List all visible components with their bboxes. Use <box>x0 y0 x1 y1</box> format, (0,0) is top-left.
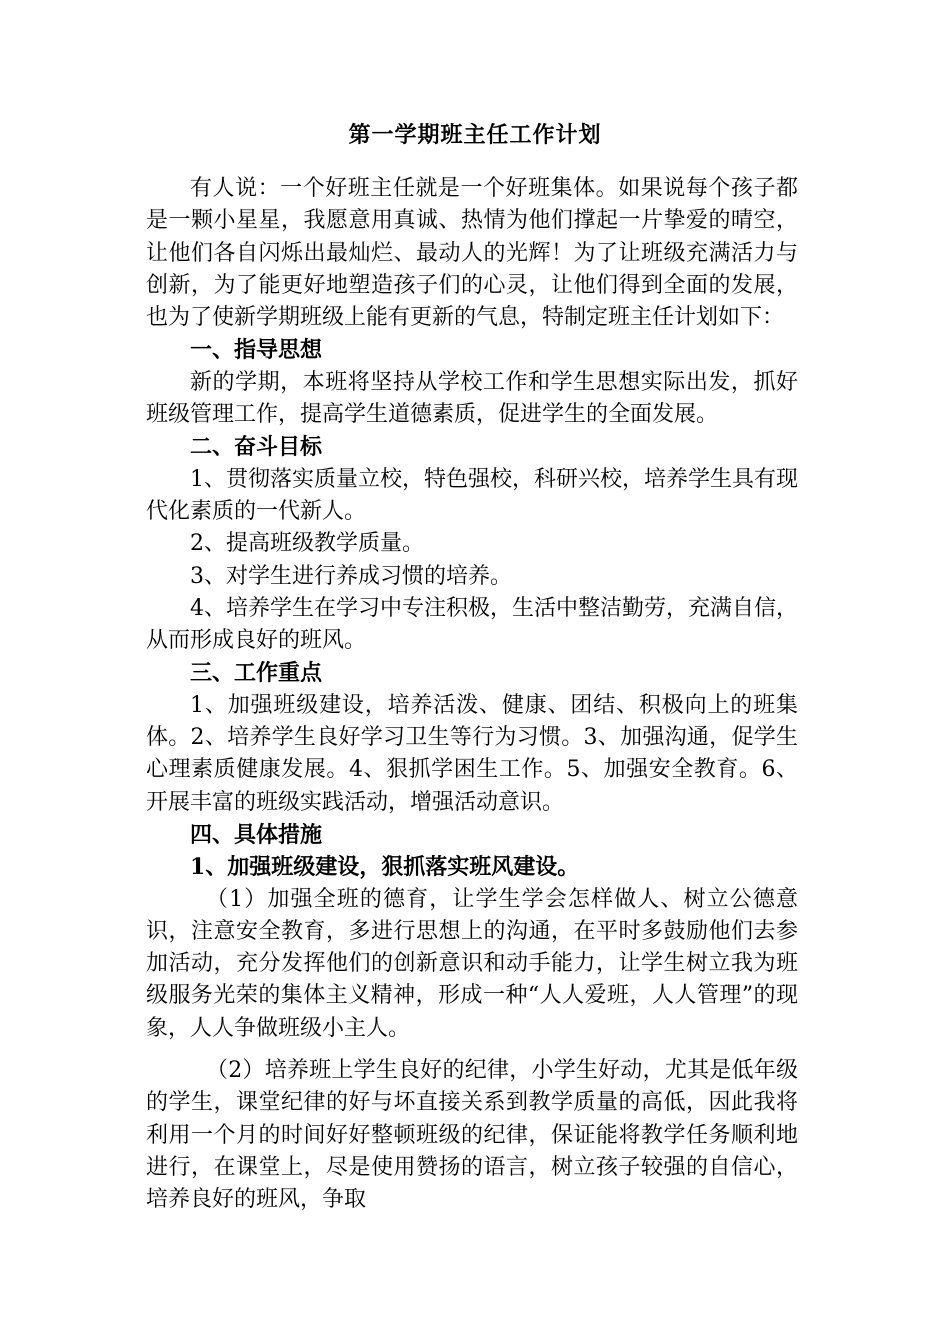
section-heading-key-work: 三、工作重点 <box>190 660 323 687</box>
section-heading-measures: 四、具体措施 <box>190 821 323 848</box>
section-heading-goals: 二、奋斗目标 <box>190 434 323 461</box>
document-body <box>146 173 798 1217</box>
section-heading-guiding-ideology: 一、指导思想 <box>190 337 323 364</box>
intro-paragraph: 有人说：一个好班主任就是一个好班集体。如果说每个孩子都是一颗小星星，我愿意用真诚、热情为他们撑起一片挚爱的晴空，让他们各自闪烁出最灿烂、最动人的光辉！为了让班级充满活力与创新，为了能更好地塑造孩子们的心灵，让他们得到全面的发展，也为了使新学期班级上能有更新的气息，特制定班主任计划如下： <box>146 176 798 331</box>
goal-item-4: 4、培养学生在学习中专注积极，生活中整洁勤劳，充满自信，从而形成良好的班风。 <box>146 595 798 654</box>
document-title: 第一学期班主任工作计划 <box>348 122 602 148</box>
measure-item-1: （1）加强全班的德育，让学生学会怎样做人、树立公德意识，注意安全教育，多进行思想上的沟通，在平时多鼓励他们去参加活动，充分发挥他们的创新意识和动手能力，让学生树立我为班级服务光荣的集体主义精神，形成一种“人人爱班，人人管理”的现象，人人争做班级小主人。 <box>146 886 798 1041</box>
key-work-paragraph: 1、加强班级建设，培养活泼、健康、团结、积极向上的班集体。2、培养学生良好学习卫生等行为习惯。3、加强沟通，促学生心理素质健康发展。4、狠抓学困生工作。5、加强安全教育。6、开展丰富的班级实践活动，增强活动意识。 <box>146 692 798 815</box>
guiding-ideology-paragraph: 新的学期，本班将坚持从学校工作和学生思想实际出发，抓好班级管理工作，提高学生道德素质，促进学生的全面发展。 <box>146 369 798 428</box>
measure-item-2: （2）培养班上学生良好的纪律，小学生好动，尤其是低年级的学生，课堂纪律的好与坏直接关系到教学质量的高低，因此我将利用一个月的时间好好整顿班级的纪律，保证能将教学任务顺利地进行，在课堂上，尽是使用赞扬的语言，树立孩子较强的自信心，培养良好的班风，争取 <box>146 1058 798 1213</box>
subsection-heading-class-building: 1、加强班级建设，狠抓落实班风建设。 <box>190 854 580 881</box>
goal-item-3: 3、对学生进行养成习惯的培养。 <box>190 563 512 589</box>
goal-item-2: 2、提高班级教学质量。 <box>190 531 424 557</box>
goal-item-1: 1、贯彻落实质量立校，特色强校，科研兴校，培养学生具有现代化素质的一代新人。 <box>146 466 798 524</box>
